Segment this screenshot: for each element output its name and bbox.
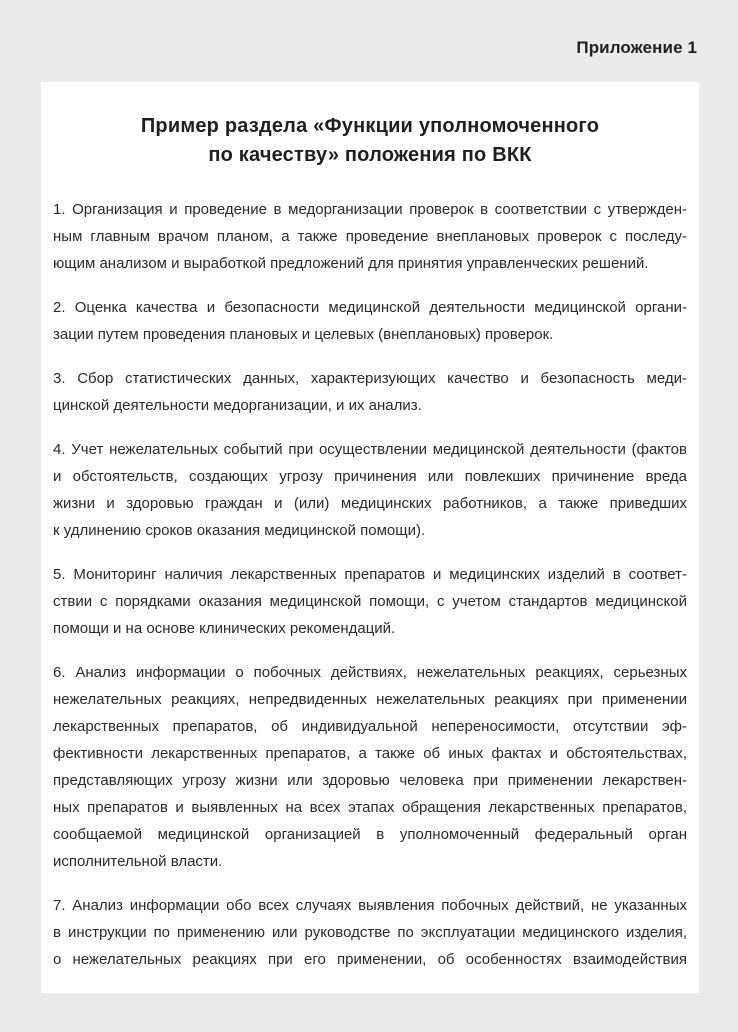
paragraph-line: жизни и здоровью граждан и (или) медицинских работников, а также приведших bbox=[53, 495, 687, 512]
paragraph-line: к удлинению сроков оказания медицинской помощи). bbox=[53, 522, 426, 539]
document-title bbox=[53, 112, 687, 170]
paragraph-line: 7. Анализ информации обо всех случаях выявления побочных действий, не указанных bbox=[53, 897, 687, 914]
paragraph-line: 2. Оценка качества и безопасности медицинской деятельности медицинской органи- bbox=[53, 299, 687, 316]
paragraph-line: и обстоятельств, создающих угрозу причинения или повлекших причинение вреда bbox=[53, 468, 687, 485]
title-line: по качеству» положения по ВКК bbox=[208, 144, 532, 166]
paragraph-line: о нежелательных реакциях при его применении, об особенностях взаимодействия bbox=[53, 951, 687, 968]
paragraph-line: ным главным врачом планом, а также проведение внеплановых проверок с последу- bbox=[53, 228, 687, 245]
paragraph-line: ствии с порядками оказания медицинской помощи, с учетом стандартов медицинской bbox=[53, 593, 687, 610]
paragraph-line: в инструкции по применению или руководстве по эксплуатации медицинского изделия, bbox=[53, 924, 687, 941]
paragraph-line: нежелательных реакциях, непредвиденных нежелательных реакциях при применении bbox=[53, 691, 687, 708]
paragraph-line: 1. Организация и проведение в медорганизации проверок в соответствии с утвержден- bbox=[53, 201, 687, 218]
paragraph-line: ющим анализом и выработкой предложений для принятия управленческих решений. bbox=[53, 255, 649, 272]
title-line: Пример раздела «Функции уполномоченного bbox=[140, 115, 600, 137]
paragraph bbox=[53, 659, 687, 875]
paragraph-line: цинской деятельности медорганизации, и их анализ. bbox=[53, 397, 422, 414]
paragraph-line: лекарственных препаратов, об индивидуальной непереносимости, отсутствии эф- bbox=[53, 718, 687, 735]
paragraph bbox=[53, 365, 687, 419]
document-body bbox=[53, 196, 687, 973]
paragraph bbox=[53, 294, 687, 348]
paragraph-line: исполнительной власти. bbox=[53, 853, 223, 870]
document-card bbox=[41, 82, 699, 993]
paragraph-line: фективности лекарственных препаратов, а также об иных фактах и обстоятельствах, bbox=[53, 745, 687, 762]
paragraph-line: ных препаратов и выявленных на всех этапах обращения лекарственных препаратов, bbox=[53, 799, 687, 816]
paragraph bbox=[53, 561, 687, 642]
paragraph-line: 4. Учет нежелательных событий при осуществлении медицинской деятельности (фактов bbox=[53, 441, 687, 458]
paragraph-line: 5. Мониторинг наличия лекарственных препаратов и медицинских изделий в соответ- bbox=[53, 566, 687, 583]
paragraph-line: 6. Анализ информации о побочных действиях, нежелательных реакциях, серьезных bbox=[53, 664, 687, 681]
paragraph bbox=[53, 436, 687, 544]
appendix-label: Приложение 1 bbox=[576, 38, 697, 57]
paragraph-line: помощи и на основе клинических рекомендаций. bbox=[53, 620, 396, 637]
paragraph bbox=[53, 196, 687, 277]
paragraph-line: сообщаемой медицинской организацией в уполномоченный федеральный орган bbox=[53, 826, 687, 843]
paragraph-line: зации путем проведения плановых и целевых (внеплановых) проверок. bbox=[53, 326, 554, 343]
paragraph-line: 3. Сбор статистических данных, характеризующих качество и безопасность меди- bbox=[53, 370, 687, 387]
paragraph bbox=[53, 892, 687, 973]
paragraph-line: представляющих угрозу жизни или здоровью человека при применении лекарствен- bbox=[53, 772, 687, 789]
